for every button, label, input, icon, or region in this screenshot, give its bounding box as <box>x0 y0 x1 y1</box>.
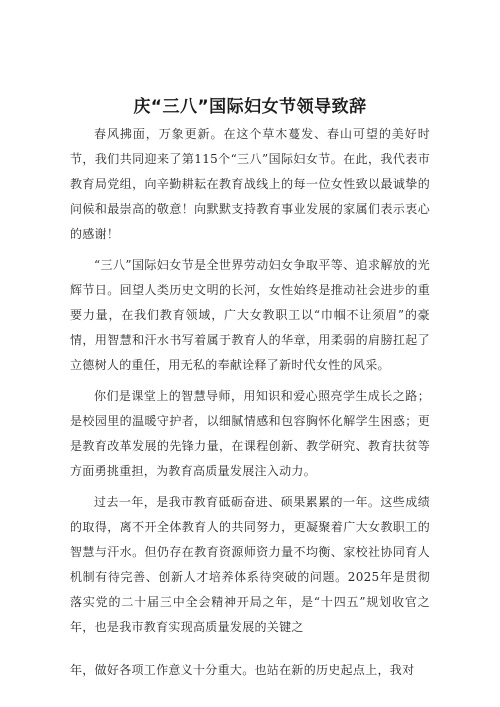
paragraph-3: 你们是课堂上的智慧导师，用知识和爱心照亮学生成长之路；是校园里的温暖守护者，以细腻情感和包容胸怀化解学生困惑；更是教育改革发展的先锋力量，在课程创新、教学研究、教育扶贫等方面勇挑重担，为教育高质量发展注入动力。 <box>70 389 430 478</box>
document-body <box>70 122 430 689</box>
paragraph-2: “三八”国际妇女节是全世界劳动妇女争取平等、追求解放的光辉节日。回望人类历史文明的长河，女性始终是推动社会进步的重要力量，在我们教育领域，广大女教职工以“巾帼不让须眉”的豪情，用智慧和汗水书写着属于教育人的华章，用柔弱的肩膀扛起了立德树人的重任，用无私的奉献诠释了新时代女性的风采。 <box>70 258 430 372</box>
document-title: 庆“三八”国际妇女节领导致辞 <box>133 97 367 117</box>
paragraph-1: 春风拂面，万象更新。在这个草木蔓发、春山可望的美好时节，我们共同迎来了第115个“三八”国际妇女节。在此，我代表市教育局党组，向辛勤耕耘在教育战线上的每一位女性致以最诚挚的问候和最崇高的敬意！向默默支持教育事业发展的家属们表示衷心的感谢！ <box>70 127 430 241</box>
paragraph-5: 年，做好各项工作意义十分重大。也站在新的历史起点上，我对 <box>70 663 415 677</box>
paragraph-4: 过去一年，是我市教育砥砺奋进、硕果累累的一年。这些成绩的取得，离不开全体教育人的共同努力，更凝聚着广大女教职工的智慧与汗水。但仍存在教育资源师资力量不均衡、家校社协同育人机制有待完善、创新人才培养体系待突破的问题。2025年是贯彻落实党的二十届三中全会精神开局之年，是“十四五”规划收官之年，也是我市教育实现高质量发展的关键之 <box>70 495 430 634</box>
